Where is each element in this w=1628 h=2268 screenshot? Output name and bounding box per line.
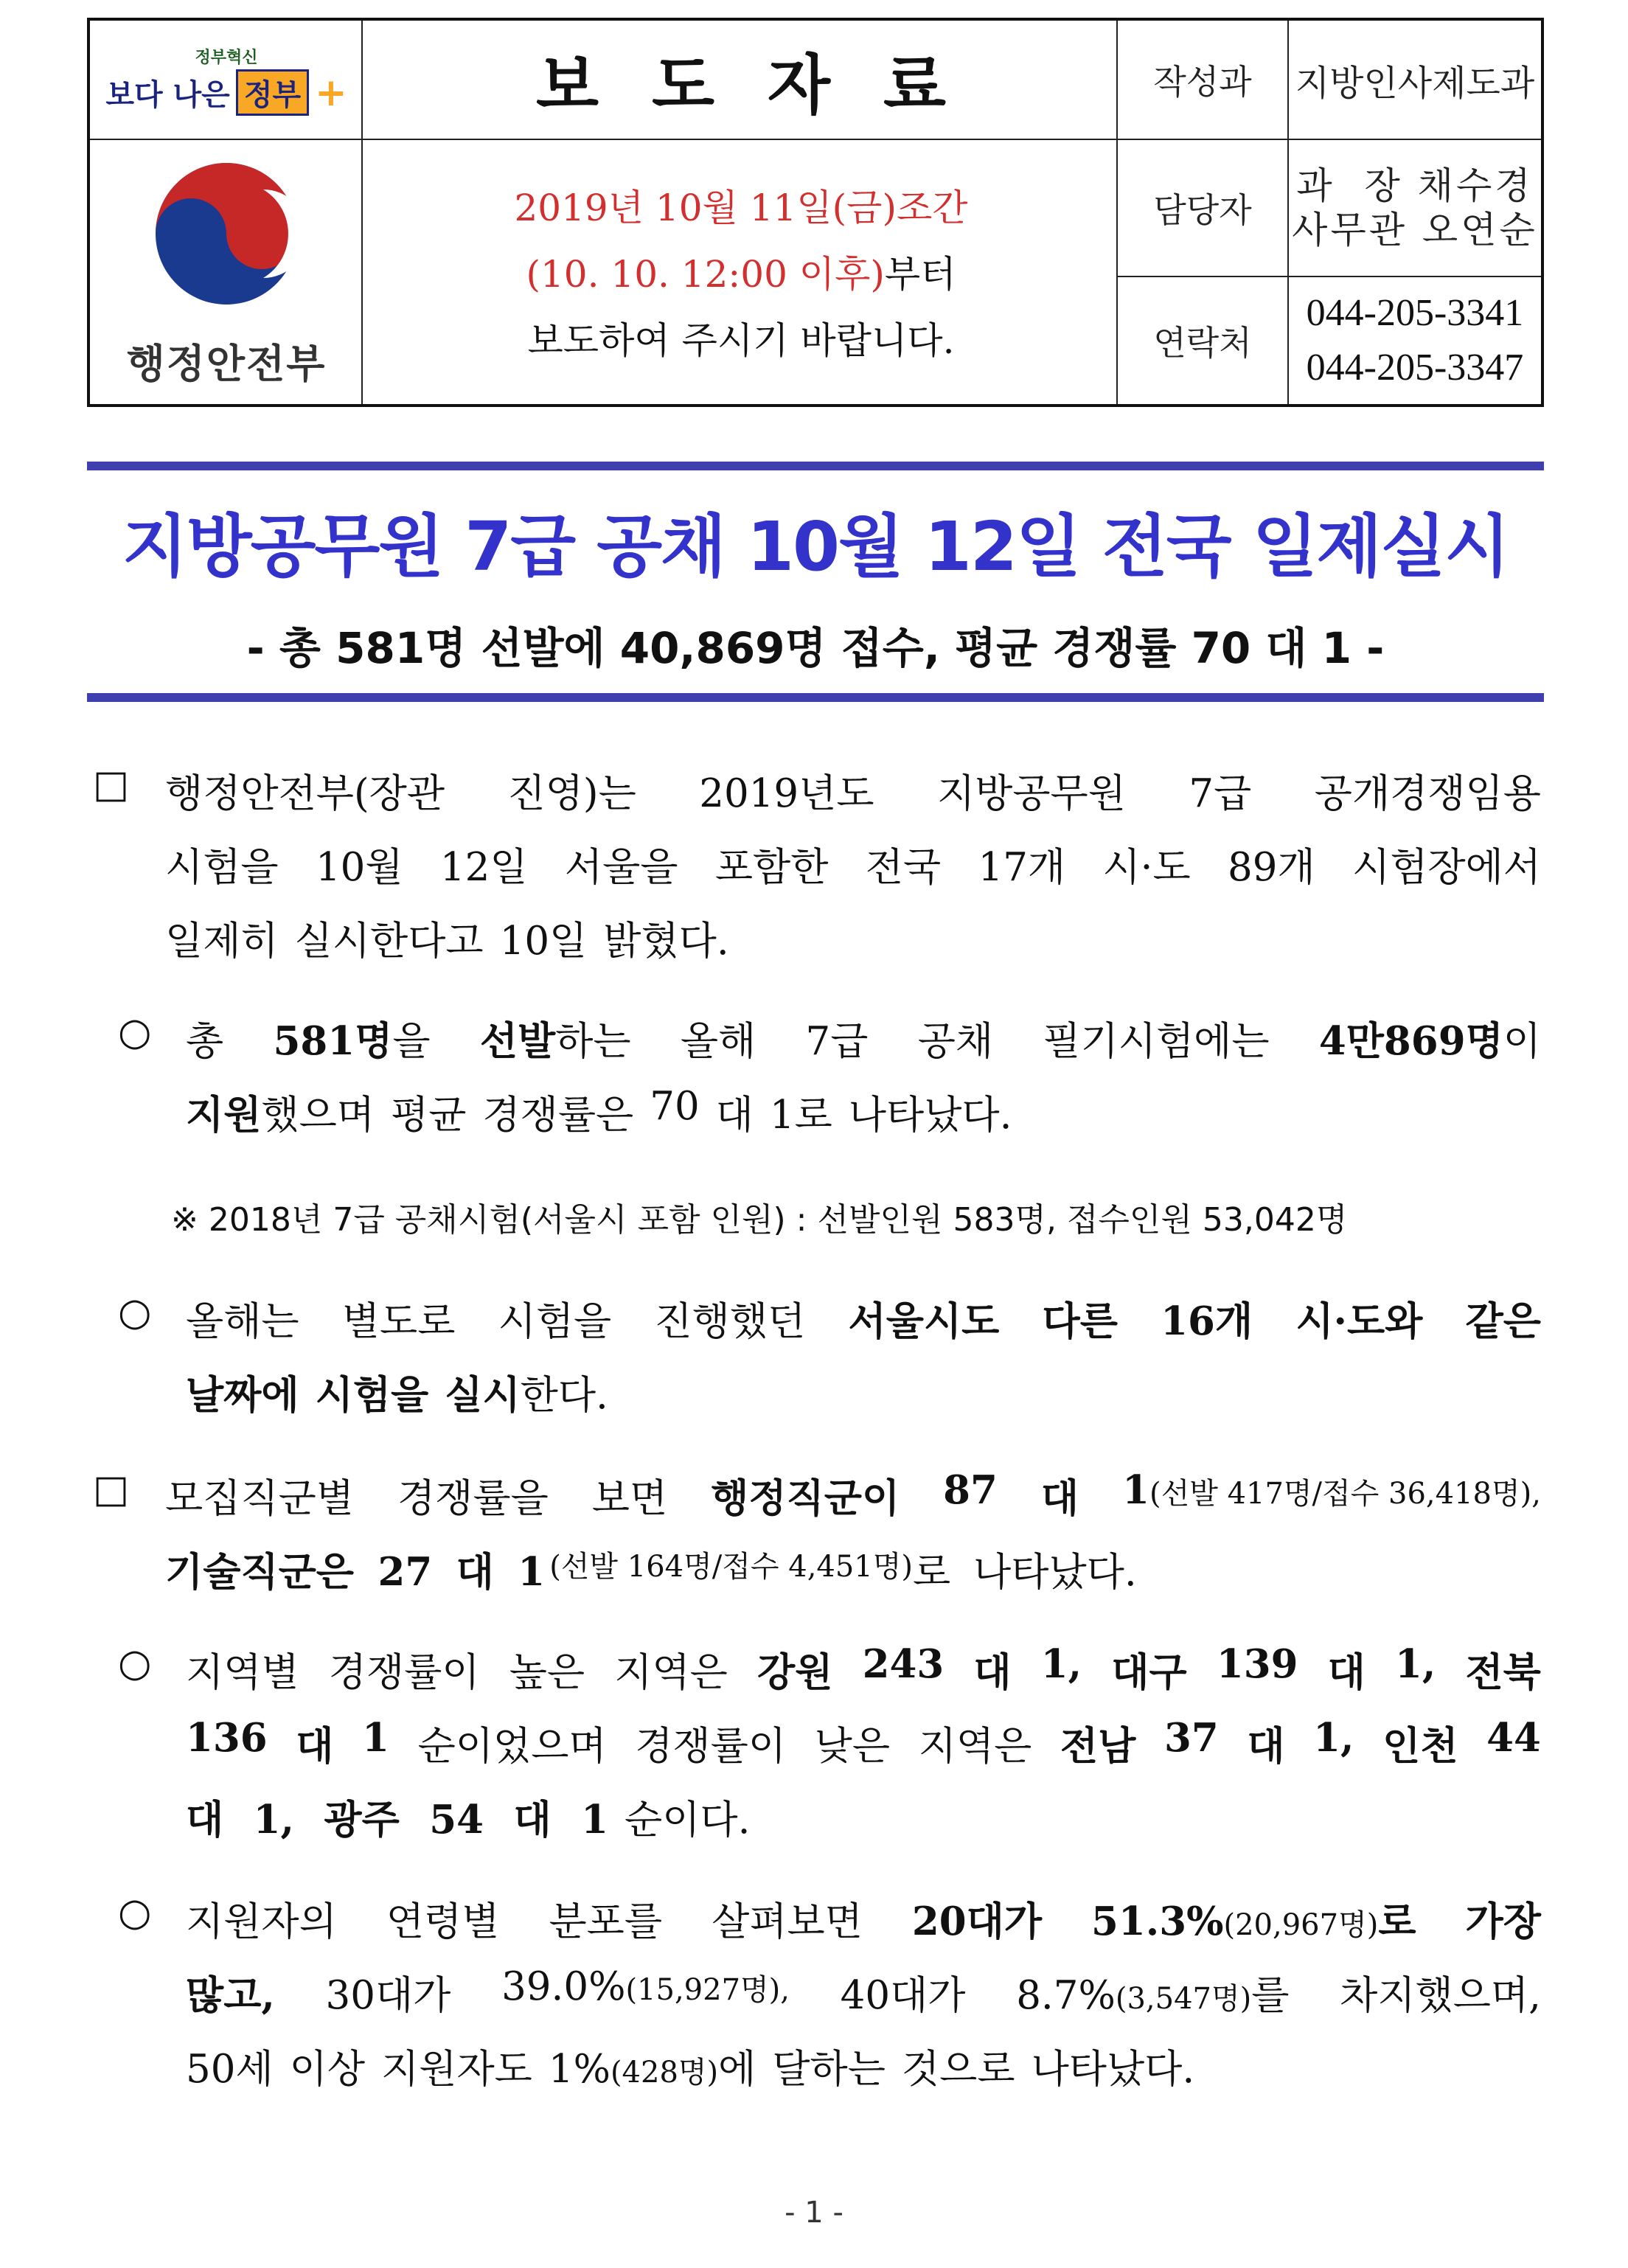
emphasis: 136 bbox=[186, 1715, 268, 1761]
detail-text: (20,967명) bbox=[1223, 1908, 1379, 1942]
word: 12일 bbox=[439, 845, 528, 890]
circle-bullet-icon: ○ bbox=[118, 1641, 152, 1686]
reference-note: ※ 2018년 7급 공채시험(서울시 포함 인원) : 선발인원 583명, 접수인원 53,042명 bbox=[171, 1201, 1348, 1239]
word: 을 bbox=[392, 1019, 431, 1064]
emphasis: 날짜에 bbox=[186, 1372, 299, 1418]
emphasis: 대 bbox=[1040, 1475, 1079, 1521]
p1-line3 bbox=[165, 910, 729, 966]
emphasis: 인천 bbox=[1382, 1723, 1458, 1769]
word: 실시한다고 bbox=[294, 919, 484, 964]
word: 시험을 bbox=[498, 1299, 612, 1344]
p3-line2 bbox=[186, 1364, 608, 1420]
emphasis: 37 bbox=[1163, 1715, 1219, 1761]
emphasis: 지원 bbox=[186, 1092, 262, 1138]
word: 경쟁률이 bbox=[635, 1724, 787, 1769]
detail-text: (선발 164명/접수 4,451명) bbox=[549, 1550, 914, 1584]
document-title: 보도자료 bbox=[535, 46, 1000, 123]
word: 올해는 bbox=[186, 1299, 299, 1344]
subheadline: - 총 581명 선발에 40,869명 접수, 평균 경쟁률 70 대 1 - bbox=[246, 623, 1385, 673]
word: 에 bbox=[718, 2047, 756, 2092]
word: 밝혔다. bbox=[603, 919, 729, 964]
word: 별도로 bbox=[341, 1299, 456, 1344]
square-bullet-icon: □ bbox=[93, 762, 130, 807]
emphasis: 1, bbox=[1040, 1641, 1082, 1687]
p6-line2 bbox=[186, 1964, 1541, 2020]
word: 경쟁률은 bbox=[482, 1093, 634, 1138]
word: 시험장에서 bbox=[1352, 845, 1541, 890]
word: 것으로 bbox=[901, 2047, 1015, 2092]
emphasis: 행정직군이 bbox=[711, 1475, 900, 1521]
p5-line2 bbox=[186, 1715, 1541, 1771]
word: 하는 bbox=[555, 1019, 631, 1064]
emphasis: 전북 bbox=[1465, 1649, 1541, 1695]
word: 7급 bbox=[805, 1019, 869, 1064]
emphasis: 1 bbox=[1122, 1467, 1149, 1513]
emphasis: 대 bbox=[1247, 1723, 1285, 1769]
word: 경쟁률이 bbox=[328, 1650, 480, 1695]
word: 시험을 bbox=[165, 845, 279, 890]
word: 지역은 bbox=[918, 1724, 1032, 1769]
word: 지방공무원 bbox=[936, 771, 1126, 816]
word: 1% bbox=[548, 2047, 610, 2092]
gov-slogan bbox=[105, 69, 347, 116]
word bbox=[1122, 1467, 1541, 1523]
staff-label: 담당자 bbox=[1153, 190, 1252, 230]
p2-line1 bbox=[186, 1010, 1541, 1066]
gov-slogan-small: 정부혁신 bbox=[195, 49, 258, 67]
word: 1로 bbox=[769, 1093, 832, 1138]
emphasis: 전남 bbox=[1060, 1723, 1136, 1769]
embargo-request: 보도하여 주시기 바랍니다. bbox=[527, 319, 955, 362]
word: 총 bbox=[186, 1019, 224, 1064]
embargo-time-suffix: 부터 bbox=[884, 253, 956, 296]
headline-bottom-rule bbox=[87, 693, 1544, 702]
emphasis: 기술직군은 27 대 1 bbox=[165, 1549, 546, 1595]
emphasis: 51.3% bbox=[1091, 1899, 1224, 1944]
gov-innovation-logo bbox=[90, 21, 363, 140]
embargo-time-red: (10. 10. 12:00 이후) bbox=[526, 253, 885, 296]
word: 순이었으며 bbox=[417, 1724, 607, 1769]
word: 89개 bbox=[1228, 845, 1315, 890]
emphasis: 16개 bbox=[1161, 1298, 1253, 1344]
word bbox=[273, 1010, 430, 1066]
p1-line1 bbox=[165, 762, 1541, 818]
word: 를 bbox=[1251, 1973, 1290, 2018]
word: 경쟁률을 bbox=[397, 1476, 549, 1521]
emphasis: 다른 bbox=[1042, 1298, 1118, 1344]
emphasis: 1, bbox=[1394, 1641, 1436, 1687]
word bbox=[1016, 1964, 1289, 2020]
dept-value: 지방인사제도과 bbox=[1295, 62, 1535, 104]
word bbox=[501, 1964, 790, 2020]
p4-line1 bbox=[165, 1467, 1541, 1523]
emphasis: 강원 bbox=[757, 1649, 833, 1695]
word: 평균 bbox=[391, 1093, 467, 1138]
emphasis: 많고, bbox=[186, 1972, 275, 2018]
p5-line3 bbox=[186, 1789, 750, 1845]
emphasis: 선발 bbox=[479, 1018, 556, 1064]
detail-text: (선발 417명/접수 36,418명), bbox=[1149, 1477, 1541, 1511]
emphasis: 가장 bbox=[1465, 1899, 1541, 1944]
word: 진영)는 bbox=[507, 771, 636, 816]
press-release-header bbox=[87, 18, 1544, 407]
word: 시·도 bbox=[1102, 845, 1191, 890]
word: 달하는 bbox=[772, 2047, 886, 2092]
word: 포함한 bbox=[714, 845, 829, 890]
emphasis: 243 bbox=[862, 1641, 945, 1687]
word: 공채 bbox=[917, 1019, 994, 1064]
word: 지역별 bbox=[186, 1650, 299, 1695]
word bbox=[445, 1364, 608, 1420]
emphasis: 대 bbox=[1327, 1649, 1366, 1695]
dept-label: 작성과 bbox=[1153, 62, 1252, 102]
p6-line3 bbox=[186, 2038, 1194, 2094]
detail-text: (428명) bbox=[610, 2056, 719, 2090]
emphasis: 시험을 bbox=[315, 1372, 429, 1418]
emphasis: 581명 bbox=[273, 1018, 393, 1064]
word: 70 bbox=[650, 1084, 700, 1129]
emphasis: 44 bbox=[1486, 1715, 1541, 1761]
emphasis: 1, bbox=[1313, 1715, 1354, 1761]
word: 분포를 bbox=[549, 1899, 663, 1944]
taegeuk-emblem-icon bbox=[153, 160, 300, 307]
embargo-date: 2019년 10월 11일(금)조간 bbox=[514, 187, 968, 229]
p6-line1 bbox=[186, 1890, 1541, 1947]
word: 공개경쟁임용 bbox=[1314, 771, 1541, 816]
detail-text: (15,927명), bbox=[625, 1973, 790, 2007]
word: 서울을 bbox=[564, 845, 678, 890]
word bbox=[1091, 1890, 1416, 1947]
word: 2019년도 bbox=[699, 771, 874, 816]
word: 올해 bbox=[680, 1019, 756, 1064]
word: 전국 bbox=[865, 845, 942, 890]
p2-line2 bbox=[186, 1084, 1012, 1140]
headline-top-rule bbox=[87, 462, 1544, 470]
emphasis: 대 bbox=[973, 1649, 1012, 1695]
gov-slogan-b: 정부 bbox=[236, 69, 309, 116]
contact-numbers bbox=[1289, 277, 1541, 404]
emphasis: 87 bbox=[943, 1467, 998, 1513]
detail-text: (3,547명) bbox=[1115, 1982, 1252, 2016]
word: 지원자도 bbox=[381, 2047, 532, 2092]
phone-number: 044-205-3341 bbox=[1306, 292, 1524, 334]
p5-line1 bbox=[186, 1641, 1541, 1697]
word: 높은 bbox=[509, 1650, 585, 1695]
emphasis: 대구 bbox=[1111, 1649, 1187, 1695]
embargo-notice bbox=[364, 142, 1118, 407]
staff-names bbox=[1289, 140, 1541, 276]
word bbox=[186, 1084, 375, 1140]
word: 이 bbox=[1503, 1019, 1541, 1064]
circle-bullet-icon: ○ bbox=[118, 1890, 152, 1935]
word: 했으며 bbox=[261, 1093, 375, 1138]
emphasis: 1 bbox=[362, 1715, 389, 1761]
word: 행정안전부(장관 bbox=[165, 771, 445, 816]
gov-slogan-a: 보다 나은 bbox=[105, 78, 230, 112]
word: 10일 bbox=[499, 919, 588, 964]
word: 7급 bbox=[1189, 771, 1252, 816]
word: 50세 bbox=[186, 2047, 274, 2092]
word: 한다. bbox=[520, 1373, 608, 1418]
word: 진행했던 bbox=[654, 1299, 806, 1344]
word: 나타났다. bbox=[1031, 2047, 1195, 2092]
plus-icon: + bbox=[315, 70, 347, 115]
emphasis: 서울시도 bbox=[848, 1298, 1000, 1344]
p1-line2 bbox=[165, 836, 1541, 892]
ministry-name: 행정안전부 bbox=[126, 340, 327, 387]
embargo-time bbox=[526, 241, 956, 307]
word: 40대가 bbox=[840, 1973, 966, 2018]
word: 17개 bbox=[978, 845, 1066, 890]
emphasis: 실시 bbox=[445, 1372, 521, 1418]
word bbox=[549, 2038, 756, 2094]
emphasis: 4만869명 bbox=[1318, 1018, 1503, 1064]
word: 필기시험에는 bbox=[1043, 1019, 1270, 1064]
word: 지원자의 bbox=[186, 1899, 337, 1944]
p4-line2 bbox=[165, 1541, 1137, 1597]
emphasis: 20대가 bbox=[911, 1899, 1043, 1944]
word bbox=[480, 1010, 631, 1066]
staff-line: 사무관 오연순 bbox=[1292, 209, 1538, 251]
p3-line1 bbox=[186, 1290, 1541, 1346]
phone-number: 044-205-3347 bbox=[1306, 347, 1524, 389]
word: 30대가 bbox=[325, 1973, 451, 2018]
word: 대 bbox=[715, 1093, 754, 1138]
emphasis: 대 1, 광주 54 대 1 bbox=[186, 1797, 609, 1843]
emphasis: 같은 bbox=[1465, 1298, 1541, 1344]
word: 지역은 bbox=[614, 1650, 728, 1695]
headline: 지방공무원 7급 공채 10월 12일 전국 일제실시 bbox=[122, 507, 1509, 586]
staff-line: 과 장 채수경 bbox=[1296, 164, 1534, 207]
word: 보면 bbox=[591, 1476, 668, 1521]
word: 8.7% bbox=[1016, 1973, 1116, 2018]
emphasis: 대 bbox=[296, 1723, 334, 1769]
word: 이상 bbox=[289, 2047, 366, 2092]
emphasis: 로 bbox=[1378, 1899, 1416, 1944]
word: 나타났다. bbox=[848, 1093, 1012, 1138]
word: 낮은 bbox=[814, 1724, 891, 1769]
word: 39.0% bbox=[501, 1964, 626, 2009]
word: 10월 bbox=[315, 845, 403, 890]
circle-bullet-icon: ○ bbox=[118, 1010, 152, 1054]
word: 일제히 bbox=[165, 919, 279, 964]
emphasis: 139 bbox=[1216, 1641, 1298, 1687]
page-number: - 1 - bbox=[785, 2196, 843, 2230]
square-bullet-icon: □ bbox=[93, 1467, 130, 1512]
word: 살펴보면 bbox=[712, 1899, 863, 1944]
emphasis: 시·도와 bbox=[1295, 1298, 1423, 1344]
contact-label: 연락처 bbox=[1153, 323, 1252, 363]
word: 연령별 bbox=[386, 1899, 500, 1944]
word: 로 나타났다. bbox=[913, 1550, 1137, 1595]
word: 차지했으며, bbox=[1340, 1973, 1541, 2018]
word bbox=[1319, 1010, 1541, 1066]
word: 모집직군별 bbox=[165, 1476, 354, 1521]
ministry-logo bbox=[90, 142, 363, 407]
word: 순이다. bbox=[625, 1798, 751, 1843]
circle-bullet-icon: ○ bbox=[118, 1290, 152, 1335]
